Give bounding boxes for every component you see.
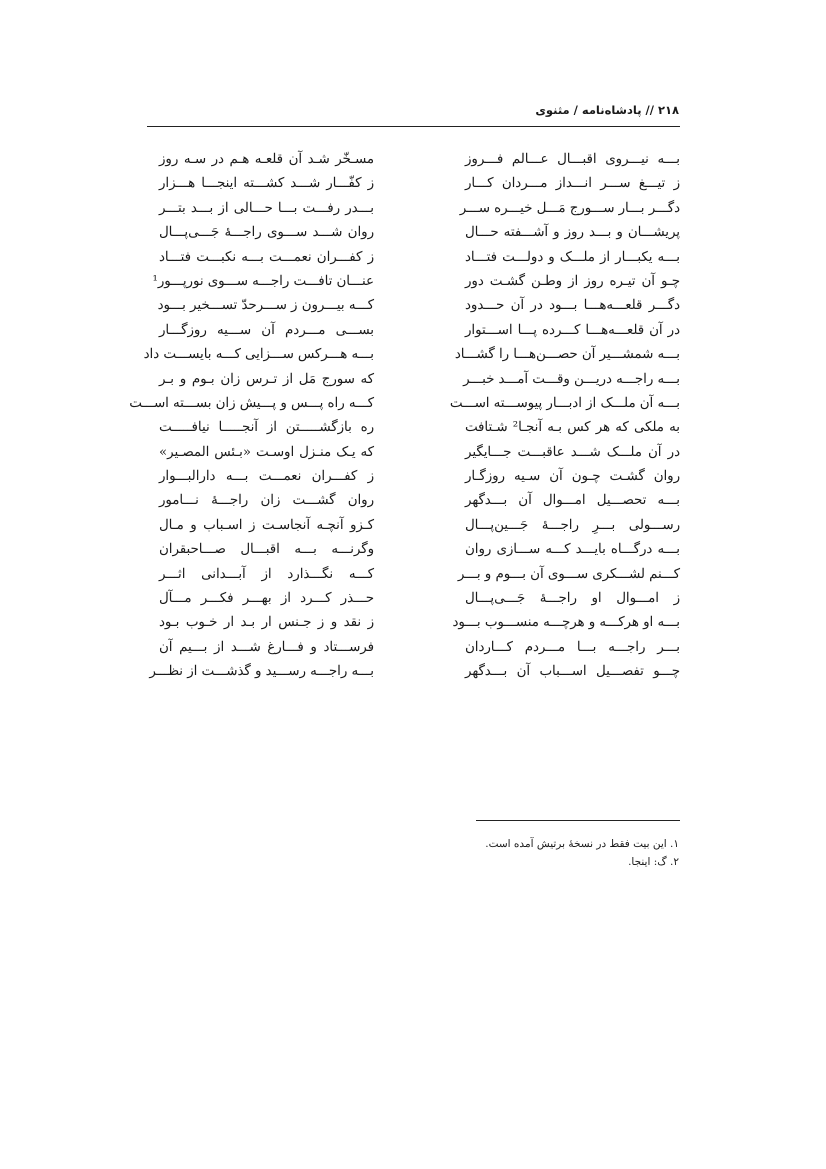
hemistich-right: کـــنم لشـــکری ســـوی آن بـــوم و بـــر (457, 566, 680, 582)
verse-line (147, 443, 680, 467)
hemistich-right: به ملکی که هر کس بـه آنجـا² شـتافت (465, 420, 680, 436)
hemistich-right: چـو آن تیـره روز از وطـن گشـت دور (465, 273, 680, 289)
verse-line (147, 540, 680, 564)
hemistich-right: در آن ملـــک شـــد عاقبـــت جـــایگیر (465, 444, 680, 460)
verse-line (147, 150, 680, 174)
hemistich-right: دگـــر بـــار ســـورج مَـــل خیـــره ســـر (459, 200, 680, 216)
hemistich-right: چـــو تفصـــیل اســـباب آن بـــدگهر (465, 664, 680, 680)
hemistich-right: بـــه شمشـــیر آن حصـــن‌هـــا را گشـــاد (454, 347, 680, 363)
verse-line (147, 662, 680, 686)
verse-line (147, 223, 680, 247)
hemistich-left: ز کفـــران نعمـــت بـــه دارالبـــوار (159, 469, 374, 485)
hemistich-right: بـــه آن ملـــک از ادبـــار پیوســـته اســـت (449, 395, 680, 411)
hemistich-left: وگرنـــه بـــه اقبـــال صـــاحبقران (159, 542, 374, 558)
footnote-2: ۲. گ: اینجا. (628, 856, 679, 868)
hemistich-right: دگـــر قلعـــه‌هـــا بـــود در آن حـــدود (465, 298, 680, 314)
hemistich-left: روان گشـــت زان راجـــهٔ نـــامور (159, 493, 374, 509)
hemistich-right: بـــه تحصـــیل امـــوال آن بـــدگهر (465, 493, 680, 509)
hemistich-right: بـــه نیـــروی اقبـــال عـــالم فـــروز (465, 152, 680, 167)
verse-line (147, 491, 680, 515)
hemistich-right: بـــه یکبـــار از ملـــک و دولـــت فتـــاد (465, 249, 680, 265)
hemistich-left: بـــه هـــرکس ســـزایی کـــه بایســـت داد (143, 347, 374, 363)
verse-line (147, 638, 680, 662)
header-divider (147, 126, 680, 127)
hemistich-left: کـــه بیـــرون ز ســـرحدّ تســـخیر بـــود (157, 298, 374, 314)
hemistich-left: عنـــان تافـــت راجـــه ســـوی نورپـــور¹ (152, 273, 374, 289)
verse-line (129, 394, 680, 418)
verse-line (147, 370, 680, 394)
hemistich-left: بـــه راجـــه رســـید و گذشـــت از نظـــر (149, 664, 374, 680)
verse-line (147, 248, 680, 272)
verse-line (147, 516, 680, 540)
hemistich-left: ز کفـــران نعمـــت بـــه نکبـــت فتـــاد (159, 249, 374, 265)
verse-line (147, 174, 680, 198)
hemistich-left: ره بازگشـــــتن از آنجـــــا نیافـــــت (159, 420, 374, 436)
hemistich-right: ز امـــوال او راجـــهٔ جَـــی‌پـــال (465, 591, 680, 607)
hemistich-left: مسـخّر شـد آن قلعـه هـم در سـه روز (159, 152, 374, 167)
hemistich-left: کـزو آنچـه آنجاسـت ز اسـباب و مـال (159, 517, 374, 533)
hemistich-right: بـــه او هرکـــه و هرچـــه منســـوب بـــود (452, 615, 680, 631)
hemistich-right: ز تیـــغ ســـر انـــداز مـــردان کـــار (465, 176, 680, 192)
verse-line (147, 565, 680, 589)
hemistich-left: ز نقد و ز جـنس ار بـد ار خـوب بـود (159, 615, 374, 631)
footnote-divider (476, 820, 680, 821)
verse-line (147, 272, 680, 296)
footnote-1: ۱. این بیت فقط در نسخهٔ برتیش آمده است. (485, 838, 679, 850)
hemistich-left: فرســـتاد و فـــارغ شـــد از بـــیم آن (159, 639, 374, 655)
hemistich-right: بـــر راجـــه بـــا مـــردم کـــاردان (465, 639, 680, 655)
verse-line (147, 199, 680, 223)
verse-line (147, 467, 680, 491)
hemistich-right: بـــه راجـــه دریـــن وقـــت آمـــد خبـــر (463, 371, 680, 387)
hemistich-right: رســـولی بـــرِ راجـــهٔ جَـــین‌پـــال (465, 517, 680, 533)
verse-line (147, 613, 680, 637)
hemistich-left: که سورج مَل از تـرس زان بـوم و بـر (159, 371, 374, 387)
verse-line (147, 296, 680, 320)
verse-line (143, 345, 680, 369)
hemistich-left: حـــذر کـــرد از بهـــر فکـــر مـــآل (159, 591, 374, 607)
verse-line (147, 589, 680, 613)
running-header: ۲۱۸ // پادشاه‌نامه / مثنوی (535, 103, 679, 117)
hemistich-left: کـــه راه پـــس و پـــیش زان بســـته اســـت (129, 395, 374, 411)
hemistich-right: بـــه درگـــاه بایـــد کـــه ســـازی روان (465, 542, 680, 558)
hemistich-right: در آن قلعـــه‌هـــا کـــرده پـــا اســـتوار (465, 322, 680, 338)
hemistich-left: بـــدر رفـــت بـــا حـــالی از بـــد بتـــر (159, 200, 374, 216)
hemistich-left: کـــه نگـــذارد از آبـــدانی اثـــر (159, 566, 374, 582)
hemistich-left: که یـک منـزل اوسـت «بـئس المصـیر» (159, 444, 374, 460)
hemistich-right: روان گشـت چـون آن سـیه روزگـار (465, 469, 680, 485)
verse-line (147, 321, 680, 345)
hemistich-left: بســـی مـــردم آن ســـیه روزگـــار (159, 322, 374, 338)
hemistich-right: پریشـــان و بـــد روز و آشـــفته حـــال (465, 225, 680, 241)
verse-line (147, 418, 680, 442)
poem-body (129, 150, 680, 687)
hemistich-left: ز کفّـــار شـــد کشـــته اینجـــا هـــزار (159, 176, 374, 192)
hemistich-left: روان شـــد ســـوی راجـــهٔ جَـــی‌پـــال (159, 225, 374, 241)
